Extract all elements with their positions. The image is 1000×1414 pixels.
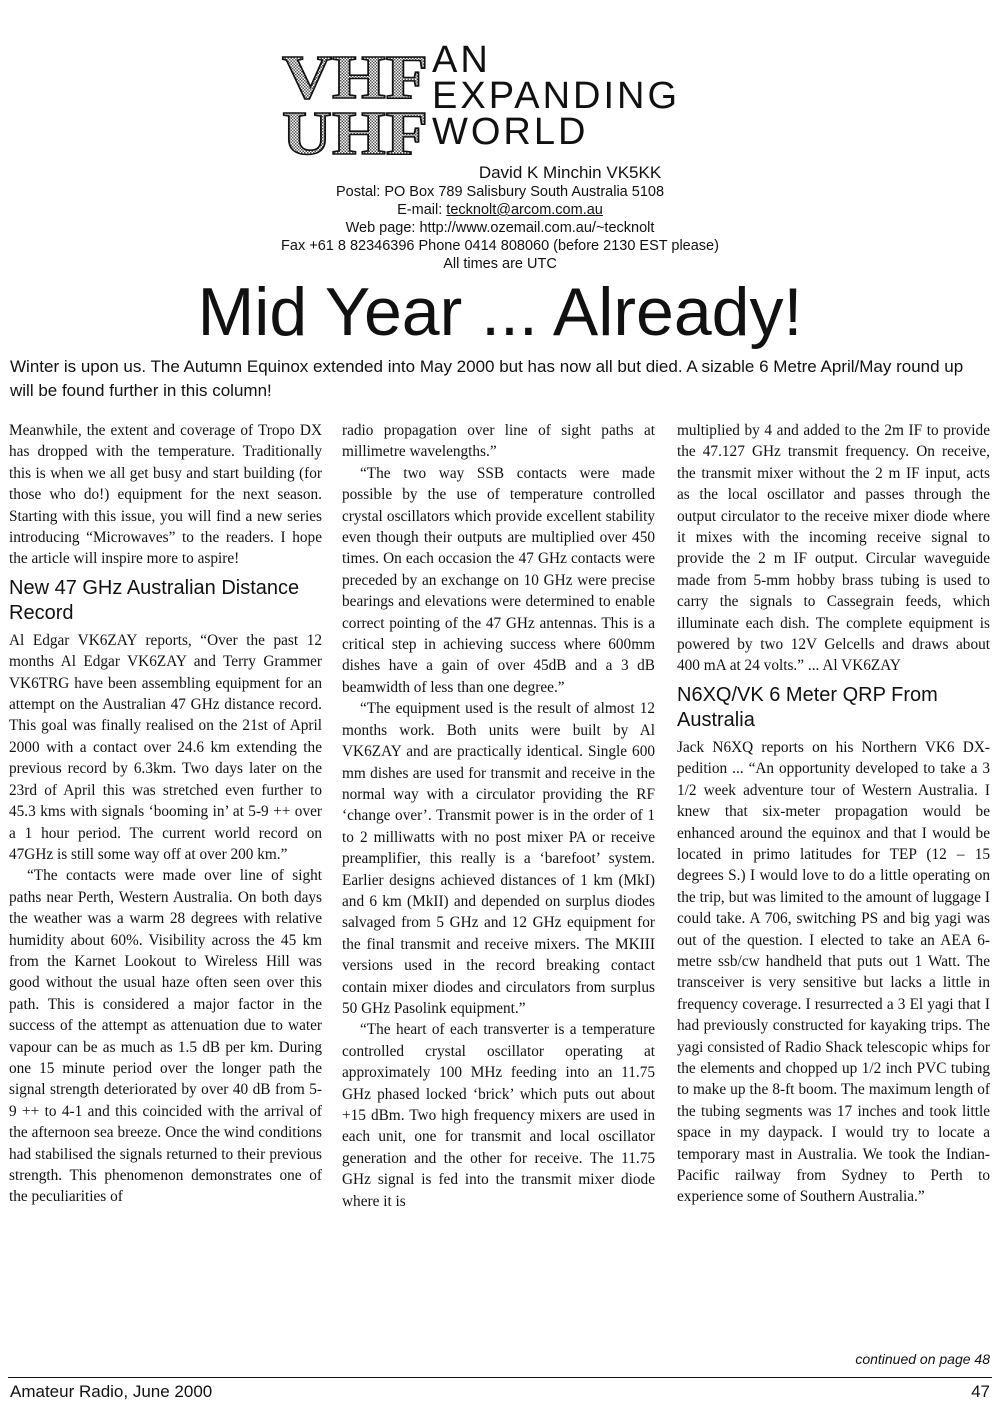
col1-paragraph-3: “The contacts were made over line of sight paths near Perth, Western Australia. On both days the weather was a warm 28 degrees with relative humidity about 60%. Visibility across the 45 km from the Karnet Lookout to Wireless Hill was good without the usual haze often seen over this path. This is considered a major factor in the success of the attempt as attenuation due to water vapour can be as much as 1.5 dB per km. During one 15 minute period over the longer path the signal strength deteriorated by over 40 dB from 5-9 ++ to 4-1 and this coincided with the arrival of the afternoon sea breeze. Once the wind conditions had stabilised the signals returned to their previous strength. This phenomenon demonstrates one of the peculiarities of (9, 867, 322, 1206)
web-page-line: Web page: http://www.ozemail.com.au/~tecknolt (345, 220, 655, 236)
article-title: Mid Year ... Already! (197, 274, 803, 350)
footer-publication: Amateur Radio, June 2000 (10, 1382, 213, 1401)
col2-paragraph-3: “The equipment used is the result of almost 12 months work. Both units were built by Al VK6ZAY and are practically identical. Single 600 mm dishes are used for transmit and receive in the normal way with a circulator providing the RF ‘change over’. Transmit power is in the order of 1 to 2 milliwatts with no post mixer PA or receive preamplifier, this really is a ‘barefoot’ system. Earlier designs achieved distances of 1 km (MkI) and 6 km (MkII) and depended on surplus diodes salvaged from 5 GHz and 12 GHz equipment for the final transmit and receive mixers. The MKIII versions used in the record breaking contact contain mixer diodes and circulators from surplus 50 GHz Pasolink equipment.” (342, 700, 655, 1017)
intro-paragraph: Winter is upon us. The Autumn Equinox extended into May 2000 but has now all but died. A sizable 6 Metre April/May round up will be found further in this column! (10, 357, 964, 400)
masthead-word-2: EXPANDING (432, 75, 681, 117)
postal-address: Postal: PO Box 789 Salisbury South Australia 5108 (335, 184, 665, 200)
section-heading-47ghz: New 47 GHz Australian Distance Record (9, 576, 300, 624)
col1-paragraph-1: Meanwhile, the extent and coverage of Tropo DX has dropped with the temperature. Traditionally this is when we all get busy and start building (for those who do!) equipment for the next season. Starting with this issue, you will find a new series introducing “Microwaves” to the readers. I hope the article will inspire more to aspire! (9, 422, 322, 568)
footer-page-number: 47 (971, 1382, 990, 1401)
footer-divider (8, 1377, 992, 1378)
email-label: E-mail: (397, 202, 447, 218)
col2-paragraph-2: “The two way SSB contacts were made possible by the use of temperature controlled crystal oscillators which provide excellent stability even though their outputs are multiplied over 450 times. On each occasion the 47 GHz contacts were preceded by an exchange on 10 GHz were precise bearings and elevations were determined to enable correct pointing of the 47 GHz antennas. This is a critical step in achieving success where 600mm dishes have a gain of over 45dB and a 3 dB beamwidth of less than one degree.” (342, 464, 655, 696)
column-3 (677, 420, 990, 1208)
masthead-word-3: WORLD (432, 111, 589, 153)
logo-vhf-text: VHF (282, 44, 428, 112)
logo-uhf-text: UHF (282, 100, 428, 160)
utc-note: All times are UTC (443, 256, 557, 272)
email-link[interactable]: tecknolt@arcom.com.au (446, 202, 603, 218)
column-1 (9, 420, 322, 1208)
column-2 (342, 420, 655, 1212)
continued-note: continued on page 48 (855, 1351, 990, 1367)
email-line (150, 201, 850, 219)
section-heading-n6xq: N6XQ/VK 6 Meter QRP From Australia (677, 683, 938, 731)
col3-paragraph-2: Jack N6XQ reports on his Northern VK6 DX-pedition ... “An opportunity developed to take a 3 1/2 week adventure tour of Western Australia. I knew that six-meter propagation would be enhanced around the equinox and that I would be located in primo latitudes for TEP (12 – 15 degrees S.) I would love to do a little operating on the trip, but was limited to the amount of luggage I could take. A 706, switching PS and big yagi was out of the question. I elected to take an AEA 6-metre ssb/cw handheld that puts out 1 Watt. The transceiver is very sensitive but lacks a little in frequency coverage. I resurrected a 3 El yagi that I had previously constructed for kayaking trips. The yagi consisted of Radio Shack telescopic whips for the elements and chopped up 1/2 inch PVC tubing to make up the 8-ft boom. The maximum length of the tubing segments was 17 inches and took little space in my daypack. I would try to locate a temporary mast in Australia. We took the Indian-Pacific railway from Sydney to Perth to experience some of Southern Australia.” (677, 738, 990, 1206)
contact-block (150, 163, 850, 273)
fax-phone-line: Fax +61 8 82346396 Phone 0414 808060 (before 2130 EST please) (281, 238, 719, 254)
vhf-uhf-logo (280, 44, 430, 160)
col1-paragraph-2: Al Edgar VK6ZAY reports, “Over the past 12 months Al Edgar VK6ZAY and Terry Grammer VK6TRG have been assembling equipment for an attempt on the Australian 47 GHz distance record. This goal was finally realised on the 21st of April 2000 with a contact over 24.6 km extending the previous record by 6.3km. Two days later on the 23rd of April this was stretched even further to 45.3 kms with signals ‘booming in’ at 5-9 ++ over a 1 hour period. The current world record on 47GHz is still some way off at over 200 km.” (9, 631, 322, 863)
col3-paragraph-1: multiplied by 4 and added to the 2m IF to provide the 47.127 GHz transmit frequency. On receive, the transmit mixer without the 2 m IF input, acts as the local oscillator and passes through the output circulator to the receive mixer diode where it mixes with the incoming receive signal to provide the 2 m IF output. Circular waveguide made from 5-mm hobby brass tubing is used to carry the signals to Cassegrain feeds, which illuminate each dish. The complete equipment is powered by two 12V Gelcells and draws about 400 mA at 24 volts.” ... Al VK6ZAY (677, 422, 990, 675)
author-name: David K Minchin VK5KK (478, 163, 662, 182)
masthead-word-1: AN (432, 39, 491, 81)
col2-paragraph-1: radio propagation over line of sight paths at millimetre wavelengths.” (342, 422, 655, 461)
masthead-words (432, 39, 681, 153)
col2-paragraph-4: “The heart of each transverter is a temperature controlled crystal oscillator operating at approximately 100 MHz feeding into an 11.75 GHz phased locked ‘brick’ which puts out about +15 dBm. Two high frequency mixers are used in each unit, one for transmit and local oscillator generation and the other for receive. The 11.75 GHz signal is fed into the transmit mixer diode where it is (342, 1021, 655, 1210)
